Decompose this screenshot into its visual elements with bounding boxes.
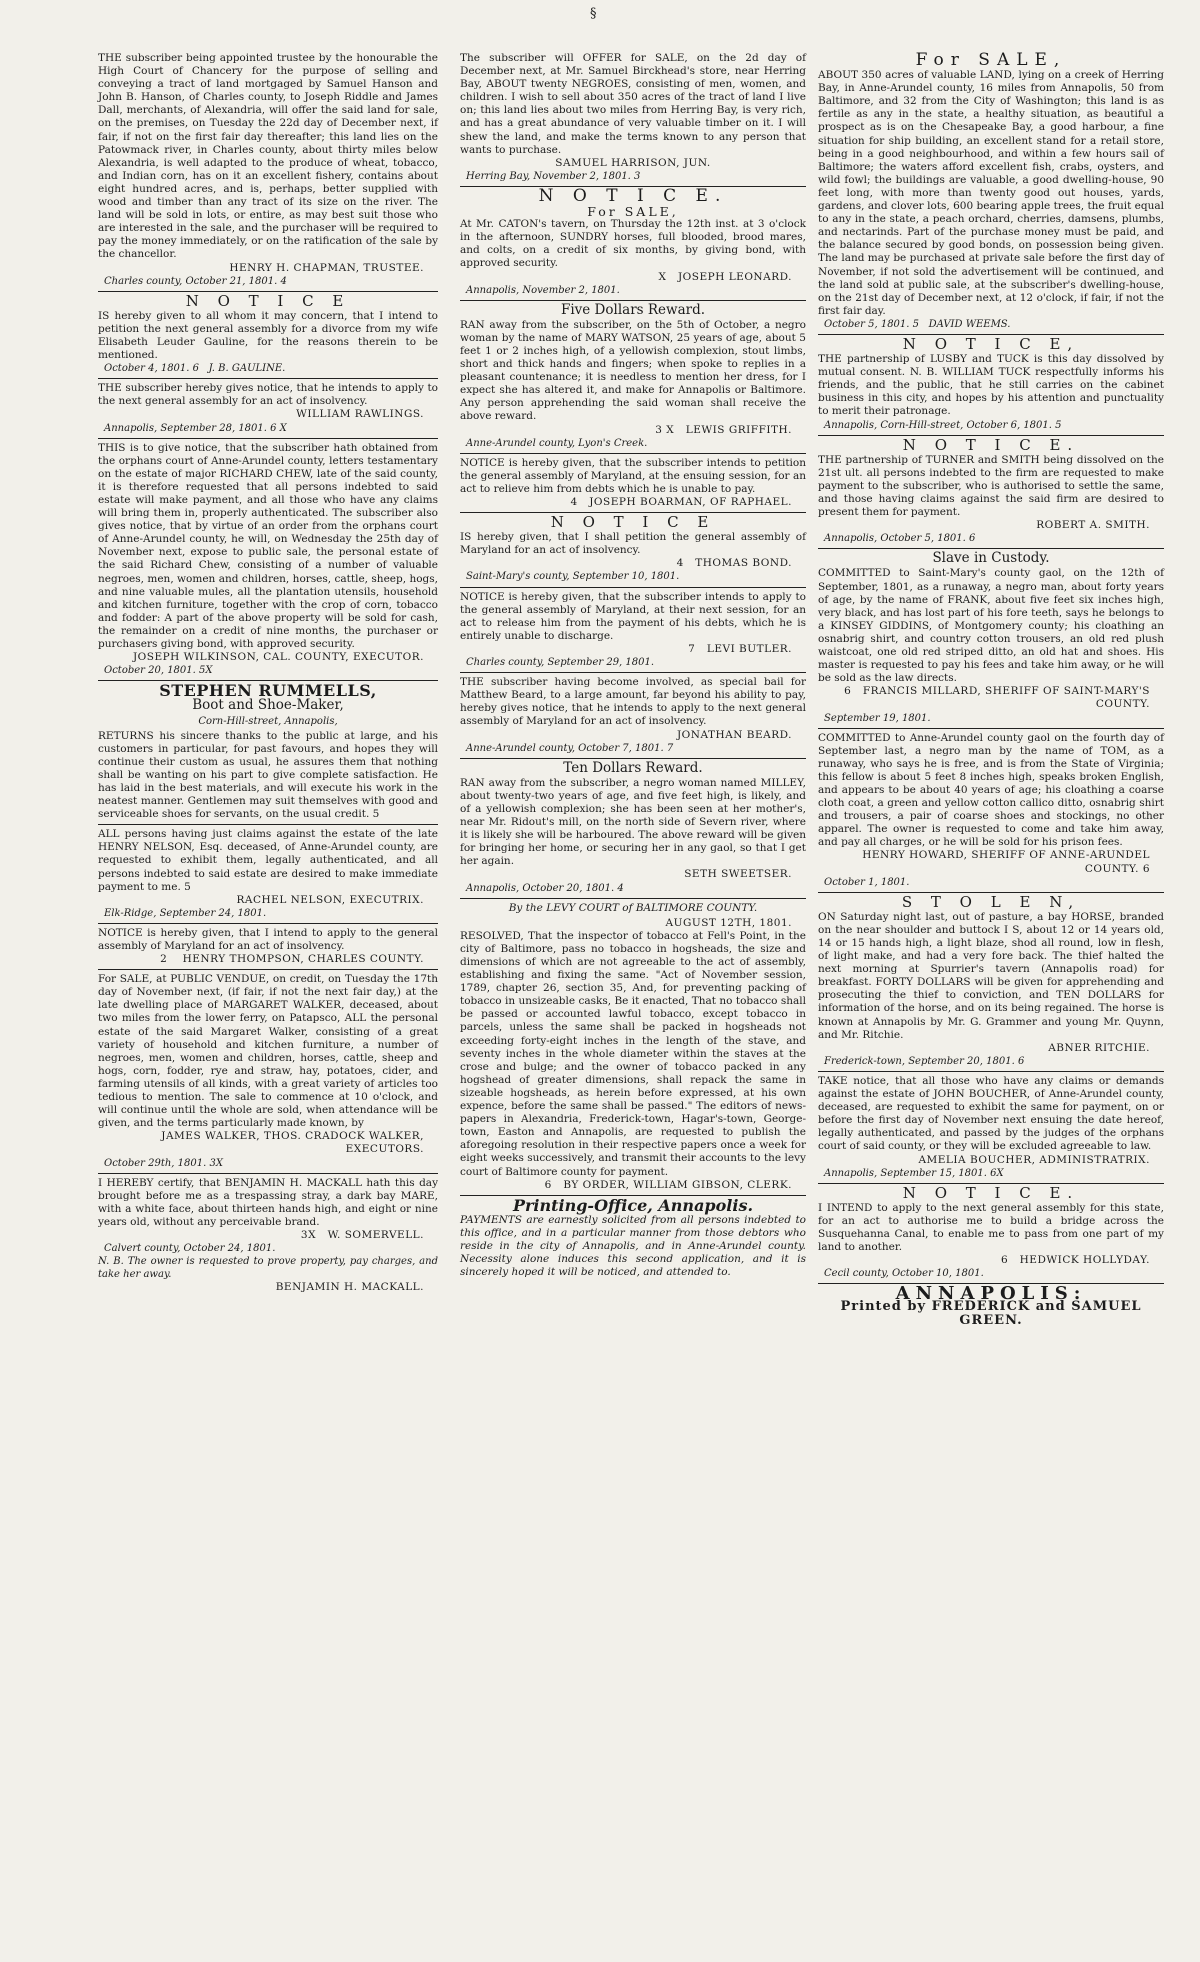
ad-boarman-insolvency bbox=[460, 457, 806, 509]
ad-slave-in-custody bbox=[818, 552, 1164, 724]
ad-signature: X JOSEPH LEONARD. bbox=[658, 270, 792, 283]
ad-signature: JOSEPH WILKINSON, CAL. COUNTY, EXECUTOR. bbox=[132, 651, 424, 664]
column-3 bbox=[818, 52, 1164, 1327]
ad-dateline: September 19, 1801. bbox=[824, 712, 931, 724]
handwritten-mark: 3 X bbox=[655, 423, 675, 436]
handwritten-mark: X bbox=[658, 270, 667, 283]
ad-dateline: Cecil county, October 10, 1801. bbox=[824, 1268, 984, 1280]
page-mark: § bbox=[590, 6, 597, 21]
ad-body: THE subscriber having become involved, as special bail for Matthew Beard, to a large amount, far beyond his ability to pay, hereby gives notice, that he intends to apply to the next general assembly of Maryland for an act of insolvency. bbox=[460, 676, 806, 728]
ad-heading: Five Dollars Reward. bbox=[560, 301, 706, 318]
ad-signature: J. B. GAULINE. bbox=[208, 363, 286, 375]
ad-signature: 6 HEDWICK HOLLYDAY. bbox=[1000, 1254, 1150, 1267]
handwritten-mark: 6X bbox=[990, 1167, 1004, 1179]
ad-body: TAKE notice, that all those who have any claims or demands against the estate of JOHN BOUCHER, of Anne-Arundel county, deceased, are requested to exhibit the same for payment, on or before the first day of November next ensuing the date hereof, legally authenticated, and passed by the judges of the orphans court of said county, or they will be excluded agreeable to law. bbox=[818, 1074, 1164, 1153]
ad-note: N. B. The owner is requested to prove property, pay charges, and take her away. bbox=[98, 1256, 438, 1281]
ad-levy-court-tobacco bbox=[460, 902, 806, 1192]
ad-rummells-shoemaker bbox=[98, 681, 438, 821]
handwritten-mark: 6 bbox=[544, 1178, 552, 1191]
ad-dateline: Frederick-town, September 20, 1801. 6 bbox=[824, 1055, 1025, 1067]
ad-dateline: October 5, 1801. 5 DAVID WEEMS. bbox=[824, 318, 1011, 330]
ad-signature: JONATHAN BEARD. bbox=[676, 728, 792, 741]
ad-body: NOTICE is hereby given, that the subscriber intends to apply to the general assembly of Maryland, at their next session, for an act to release him from the payment of his debts, which he is entirely unable to discharge. bbox=[460, 590, 806, 642]
ad-dateline: October 29th, 1801. 3X bbox=[104, 1157, 223, 1169]
ad-dateline: Annapolis, October 5, 1801. 6 bbox=[824, 533, 976, 545]
ad-heading: For SALE, bbox=[915, 50, 1067, 70]
ad-body: NOTICE is hereby given, that the subscriber intends to petition the general assembly of Maryland, at the ensuing session, for an act to relieve him from debts which he is unable to pay. bbox=[460, 456, 806, 495]
handwritten-mark: 4 bbox=[280, 275, 287, 287]
ad-dateline: Annapolis, November 2, 1801. bbox=[466, 284, 620, 296]
ad-subheading: For SALE, bbox=[587, 204, 679, 220]
ad-signature: 6 BY ORDER, WILLIAM GIBSON, CLERK. bbox=[544, 1178, 792, 1191]
ad-heading: N O T I C E bbox=[550, 513, 716, 532]
ad-signature: 4 THOMAS BOND. bbox=[676, 557, 792, 570]
ad-body: IS hereby given to all whom it may concern, that I intend to petition the next general assembly for a divorce from my wife Elisabeth Leuder Gauline, for the reasons therein to be mentioned. bbox=[98, 309, 438, 362]
handwritten-mark: 6 bbox=[192, 363, 200, 375]
column-1 bbox=[98, 52, 438, 1297]
ad-heading: S T O L E N, bbox=[901, 892, 1081, 911]
ad-dateline: Annapolis, September 15, 1801. 6X bbox=[824, 1167, 1004, 1179]
divider bbox=[460, 587, 806, 588]
divider bbox=[818, 1071, 1164, 1072]
ad-nelson-estate bbox=[98, 828, 438, 920]
ad-body: ON Saturday night last, out of pasture, a bay HORSE, branded on the near shoulder and buttock I S, about 12 or 14 years old, 14 or 15 hands high, a light blaze, shod all round, low in flesh, of light make, and had a very fore back. The thief halted the next morning at Spurrier's tavern (Annapolis road) for breakfast. FORTY DOLLARS will be given for apprehending and prosecuting the thief to conviction, and TEN DOLLARS for information of the horse, and on its being regained. The horse is known at Annapolis by Mr. G. Grammer and young Mr. Quynn, and Mr. Ritchie. bbox=[818, 910, 1164, 1041]
ad-body: ALL persons having just claims against the estate of the late HENRY NELSON, Esq. deceased, of Anne-Arundel county, are requested to exhibit them, legally authenticated, and all persons indebted to said estate are desired to make immediate payment to me. 5 bbox=[98, 828, 438, 893]
divider bbox=[98, 438, 438, 439]
handwritten-mark: 6 bbox=[969, 533, 976, 545]
ad-body: THE subscriber being appointed trustee by the honourable the High Court of Chancery for the purpose of selling and conveying a tract of land mortgaged by Samuel Hanson and John B. Hanson, of Charles county, to Joseph Riddle and James Dall, merchants, of Alexandria, will offer the said land for sale, on the premises, on Tuesday the 22d day of December next, if fair, if not on the first fair day thereafter; this land lies on the Patowmack river, in Charles county, about thirty miles below Alexandria, is well adapted to the produce of wheat, tobacco, and Indian corn, has on it an excellent fishery, contains about eight hundred acres, and is, perhaps, better supplied with wood and timber than any tract of its size on the river. The land will be sold in lots, or entire, as may best suit those who are interested in the sale, and the purchaser will be required to pay the money immediately, or on the ratification of the sale by the chancellor. bbox=[98, 52, 438, 261]
handwritten-mark: 7 bbox=[666, 742, 674, 754]
ad-thompson-insolvency bbox=[98, 927, 438, 966]
ad-heading: N O T I C E bbox=[185, 291, 351, 310]
ad-heading: Ten Dollars Reward. bbox=[563, 759, 703, 776]
ad-signature: ABNER RITCHIE. bbox=[1048, 1041, 1150, 1054]
ad-stolen-horse bbox=[818, 892, 1164, 1068]
ad-dateline: October 1, 1801. bbox=[824, 876, 910, 888]
handwritten-mark: 5 bbox=[372, 808, 380, 821]
ad-body: THE partnership of TURNER and SMITH being dissolved on the 21st ult. all persons indebted to the firm are requested to make payment to the subscriber, who is authorised to settle the same, and those having claims against the said firm are desired to present them for payment. bbox=[818, 453, 1164, 519]
handwritten-mark: 5 bbox=[912, 318, 920, 330]
divider bbox=[460, 758, 806, 759]
ad-heading: STEPHEN RUMMELLS, bbox=[159, 681, 377, 701]
ad-location: Corn-Hill-street, Annapolis, bbox=[198, 715, 338, 727]
ad-boucher-estate bbox=[818, 1075, 1164, 1180]
ad-dateline: Annapolis, October 20, 1801. 4 bbox=[466, 882, 624, 894]
ad-signature: DAVID WEEMS. bbox=[928, 318, 1011, 330]
ad-dateline: Charles county, October 21, 1801. 4 bbox=[104, 275, 287, 287]
ad-rawlings-insolvency bbox=[98, 382, 438, 434]
ad-signature: HENRY H. CHAPMAN, TRUSTEE. bbox=[229, 261, 424, 274]
divider bbox=[98, 1173, 438, 1174]
ad-body: For SALE, at PUBLIC VENDUE, on credit, on Tuesday the 17th day of November next, (if fair, if not the next fair day,) at the late dwelling place of MARGARET WALKER, deceased, about two miles from the lower ferry, on Patapsco, ALL the personal estate of the said Margaret Walker, consisting of a great variety of household and kitchen furniture, a number of negroes, men, women and children, horses, cattle, sheep and hogs, corn, fodder, rye and straw, hay, potatoes, cider, and farming utensils of all kinds, with a great variety of articles too tedious to mention. The sale to commence at 10 o'clock, and will continue until the whole are sold, when attendance will be given, and the terms particularly made known, by bbox=[98, 973, 438, 1130]
ad-heading: N O T I C E. bbox=[538, 185, 728, 206]
ad-turner-smith bbox=[818, 435, 1164, 546]
ad-heading: By the LEVY COURT of BALTIMORE COUNTY. bbox=[508, 901, 758, 914]
ad-butler-insolvency bbox=[460, 591, 806, 670]
ad-heading: N O T I C E, bbox=[902, 334, 1080, 353]
ad-signature: WILLIAM RAWLINGS. bbox=[296, 408, 424, 421]
ad-heading: N O T I C E. bbox=[902, 435, 1080, 454]
handwritten-mark: 4 bbox=[570, 496, 578, 508]
handwritten-mark: 4 bbox=[676, 557, 684, 570]
handwritten-mark: 5 bbox=[1055, 419, 1062, 431]
divider bbox=[98, 969, 438, 970]
ad-body: At Mr. CATON's tavern, on Thursday the 12th inst. at 3 o'clock in the afternoon, SUNDRY horses, full blooded, brood mares, and colts, on a credit of six months, by giving bond, with approved security. bbox=[460, 218, 806, 270]
ad-dateline: Calvert county, October 24, 1801. bbox=[104, 1243, 276, 1255]
colophon-city: ANNAPOLIS: bbox=[895, 1283, 1087, 1305]
divider bbox=[98, 923, 438, 924]
handwritten-mark: 2 bbox=[160, 953, 168, 966]
ad-body: NOTICE is hereby given, that I intend to apply to the general assembly of Maryland for an act of insolvency. bbox=[98, 926, 438, 952]
colophon bbox=[818, 1283, 1164, 1328]
handwritten-mark: 7 bbox=[688, 642, 696, 655]
ad-signature: 2 HENRY THOMPSON, CHARLES COUNTY. bbox=[160, 953, 424, 966]
ad-body: I HEREBY certify, that BENJAMIN H. MACKALL hath this day brought before me as a trespassing stray, a dark bay MARE, with a white face, about thirteen hands high, and eight or nine years old, without any perceivable brand. bbox=[98, 1176, 438, 1228]
handwritten-mark: 5 bbox=[184, 880, 191, 893]
ad-dateline: Saint-Mary's county, September 10, 1801. bbox=[466, 571, 680, 583]
ad-dateline: Annapolis, Corn-Hill-street, October 6, 1801. 5 bbox=[824, 419, 1062, 431]
ad-signature: 3 X LEWIS GRIFFITH. bbox=[655, 423, 792, 436]
ad-beard-insolvency bbox=[460, 676, 806, 755]
handwritten-mark: 5X bbox=[199, 665, 213, 677]
divider bbox=[98, 378, 438, 379]
ad-printing-office bbox=[460, 1195, 806, 1280]
ad-body: I INTEND to apply to the next general assembly for this state, for an act to authorise me to build a bridge across the Susquehanna Canal, to enable me to pass from one part of my land to another. bbox=[818, 1201, 1164, 1254]
ad-hollyday-bridge bbox=[818, 1183, 1164, 1281]
ad-body: IS hereby given, that I shall petition the general assembly of Maryland for an act of insolvency. bbox=[460, 531, 806, 557]
ad-weems-land-sale bbox=[818, 50, 1164, 331]
column-2 bbox=[460, 52, 806, 1282]
ad-dateline: Anne-Arundel county, Lyon's Creek. bbox=[466, 437, 648, 449]
ad-body: THE partnership of LUSBY and TUCK is this day dissolved by mutual consent. N. B. WILLIAM TUCK respectfully informs his friends, and the public, that he still carries on the cabinet business in this city, and hopes by his attention and punctuality to merit their patronage. bbox=[818, 353, 1164, 418]
divider bbox=[460, 898, 806, 899]
ad-dateline: Elk-Ridge, September 24, 1801. bbox=[104, 907, 267, 919]
ad-signature: 3X W. SOMERVELL. bbox=[300, 1228, 424, 1241]
handwritten-mark: 6 X bbox=[270, 422, 287, 434]
ad-griffith-reward bbox=[460, 301, 806, 450]
ad-heading: N O T I C E. bbox=[902, 1183, 1080, 1202]
divider bbox=[460, 300, 806, 301]
divider bbox=[98, 824, 438, 825]
ad-dateline: AUGUST 12TH, 1801. bbox=[665, 916, 792, 929]
handwritten-mark: 6 bbox=[1017, 1055, 1025, 1067]
ad-body: THE subscriber hereby gives notice, that he intends to apply to the next general assembly for an act of insolvency. bbox=[98, 382, 438, 408]
ad-wilkinson-chew-estate bbox=[98, 442, 438, 678]
ad-dateline: October 20, 1801. 5X bbox=[104, 665, 213, 677]
handwritten-mark: 6 bbox=[1000, 1254, 1009, 1267]
ad-committed-tom bbox=[818, 732, 1164, 889]
ad-signature: 6 FRANCIS MILLARD, SHERIFF OF SAINT-MARY'S COUNTY. bbox=[844, 685, 1150, 711]
divider bbox=[460, 453, 806, 454]
ad-body: COMMITTED to Saint-Mary's county gaol, on the 12th of September, 1801, as a runaway, a negro man, about forty years of age, by the name of FRANK, about five feet six inches high, very black, and has lost part of his fore teeth, says he belongs to a KINSEY GIDDINS, of Montgomery county; his cloathing an osnabrig shirt, and country cotton trousers, an old red plush waistcoat, one old red striped ditto, an old hat and shoes. His master is requested to pay his fees and take him away, or he will be sold as the law directs. bbox=[818, 567, 1164, 685]
ad-mackall-stray-mare bbox=[98, 1177, 438, 1295]
ad-signature: SAMUEL HARRISON, JUN. bbox=[555, 156, 711, 169]
ad-body: ABOUT 350 acres of valuable LAND, lying on a creek of Herring Bay, in Anne-Arundel county, 16 miles from Annapolis, 50 from Baltimore, and 32 from the City of Washington; this land is as fertile as any in the state, a healthy situation, as beautiful a prospect as is on the Chesapeake Bay, a good harbour, a fine situation for ship building, an excellent stand for a retail store, being in a good neighbourhood, and within a few hours sail of Baltimore; the waters afford excellent fish, crabs, oysters, and wild fowl; the buildings are valuable, a good dwelling-house, 90 feet long, with more than twenty good out houses, yards, gardens, and clover lots, 600 bearing apple trees, the fruit equal to any in the state, a peach orchard, cherries, damsens, plumbs, and nectarinds. Part of the purchase money must be paid, and the balance secured by good bonds, on possession being given. The land may be purchased at private sale before the first day of November, if not sold the advertisement will be continued, and the land sold at public sale, at the subscriber's dwelling-house, on the 21st day of December next, at 12 o'clock, if fair, if not the first fair day. bbox=[818, 69, 1164, 317]
divider bbox=[460, 672, 806, 673]
ad-body: The subscriber will OFFER for SALE, on the 2d day of December next, at Mr. Samuel Birckhead's store, near Herring Bay, ABOUT twenty NEGROES, consisting of men, women, and children. I wish to sell about 350 acres of the tract of land I live on; this land lies about two miles from Herring Bay, is very rich, and has a great abundance of very valuable timber on it. I will shew the land, and make the terms known to any person that wants to purchase. bbox=[460, 52, 806, 156]
ad-leonard-horses bbox=[460, 185, 806, 297]
ad-signature: 7 LEVI BUTLER. bbox=[688, 642, 792, 655]
ad-lusby-tuck bbox=[818, 334, 1164, 432]
ad-signature: ROBERT A. SMITH. bbox=[1036, 519, 1150, 532]
ad-signature: BENJAMIN H. MACKALL. bbox=[275, 1281, 424, 1294]
divider bbox=[818, 728, 1164, 729]
handwritten-mark: 6 bbox=[1142, 862, 1150, 875]
ad-signature: SETH SWEETSER. bbox=[684, 868, 792, 881]
divider bbox=[818, 548, 1164, 549]
ad-signature: JAMES WALKER, THOS. CRADOCK WALKER, EXECUTORS. bbox=[161, 1130, 424, 1156]
ad-body: PAYMENTS are earnestly solicited from all persons indebted to this office, and in a particular manner from those debtors who reside in the city of Annapolis, and in Anne-Arundel county. Necessity alone induces this second application, and it is sincerely hoped it will be noticed, and attended to. bbox=[460, 1213, 806, 1279]
handwritten-mark: 4 bbox=[617, 882, 624, 894]
ad-sweetser-reward bbox=[460, 759, 806, 895]
handwritten-mark: 6 bbox=[844, 685, 852, 698]
ad-body: RESOLVED, That the inspector of tobacco at Fell's Point, in the city of Baltimore, pass no tobacco in hogsheads, the size and dimensions of which are not agreeable to the act of assembly, establishing and fixing the same. "Act of November session, 1789, chapter 26, section 35, And, for preventing packing of tobacco in unsizeable casks, Be it enacted, That no tobacco shall be passed or accounted lawful tobacco, except tobacco in parcels, unless the same shall be packed in hogsheads not exceeding forty-eight inches in the length of the stave, and seventy inches in the whole diameter within the staves at the crose and bulge; and the owner of tobacco packed in any hogshead of greater dimensions, shall repack the same in sizeable hogsheads, as herein before expressed, at his own expence, before the same shall be passed." The editors of news-papers in Alexandria, Frederick-town, Hagar's-town, George-town, Easton and Annapolis, are requested to publish the aforegoing resolution in their respective papers once a week for eight weeks successively, and transmit their accounts to the levy court of Baltimore county for payment. bbox=[460, 929, 806, 1178]
ad-dateline: Herring Bay, November 2, 1801. 3 bbox=[466, 170, 641, 182]
ad-body: RETURNS his sincere thanks to the public at large, and his customers in particular, for past favours, and hopes they will continue their custom as usual, he assures them that nothing shall be wanting on his part to give complete satisfaction. He has laid in the best materials, and will execute his work in the neatest manner. Gentlemen may suit themselves with good and serviceable shoes for servants, on the usual credit. 5 bbox=[98, 729, 438, 821]
ad-body: COMMITTED to Anne-Arundel county gaol on the fourth day of September last, a negro man by the name of TOM, as a runaway, who says he is free, and is from the State of Virginia; this fellow is about 5 feet 8 inches high, speaks broken English, and appears to be about 40 years of age; his cloathing a coarse cloth coat, a green and yellow cotton callico ditto, osnabrig shirt and trousers, a pair of coarse shoes and stockings, no other apparel. The owner is requested to come and take him away, and pay all charges, or he will be sold for his prison fees. bbox=[818, 731, 1164, 849]
ad-gauline-divorce bbox=[98, 291, 438, 376]
colophon-printer: Printed by FREDERICK and SAMUEL GREEN. bbox=[840, 1299, 1142, 1328]
ad-subheading: Boot and Shoe-Maker, bbox=[192, 697, 344, 714]
handwritten-mark: 3X bbox=[209, 1157, 223, 1169]
handwritten-mark: 3 bbox=[634, 170, 641, 182]
ad-body: RAN away from the subscriber, on the 5th of October, a negro woman by the name of MARY WATSON, 25 years of age, about 5 feet 1 or 2 inches high, of a yellowish complexion, stout limbs, short and thick hands and fingers; when spoke to replies in a pleasant countenance; it is needless to mention her dress, for I expect she has altered it, and make for Annapolis or Baltimore. Any person apprehending the said woman shall receive the above reward. bbox=[460, 318, 806, 423]
handwritten-mark: 3X bbox=[300, 1228, 317, 1241]
ad-signature: 4 JOSEPH BOARMAN, OF RAPHAEL. bbox=[570, 496, 792, 508]
ad-dateline: Annapolis, September 28, 1801. 6 X bbox=[104, 422, 287, 434]
ad-dateline: Charles county, September 29, 1801. bbox=[466, 657, 655, 669]
ad-bond-insolvency bbox=[460, 513, 806, 583]
ad-body: RAN away from the subscriber, a negro woman named MILLEY, about twenty-two years of age, and five feet high, is likely, and of a yellowish complexion; she has been seen at her mother's, near Mr. Ridout's mill, on the north side of Severn river, where it is likely she will be harboured. The above reward will be given for bringing her home, or securing her in any gaol, so that I get her again. bbox=[460, 776, 806, 868]
ad-dateline: October 4, 1801. 6 J. B. GAULINE. bbox=[104, 363, 286, 375]
ad-signature: RACHEL NELSON, EXECUTRIX. bbox=[236, 893, 424, 906]
ad-heading: Printing-Office, Annapolis. bbox=[512, 1195, 754, 1215]
ad-signature: AMELIA BOUCHER, ADMINISTRATRIX. bbox=[918, 1153, 1150, 1166]
ad-walker-public-vendue bbox=[98, 973, 438, 1169]
ad-heading: Slave in Custody. bbox=[932, 550, 1050, 567]
ad-dateline: Anne-Arundel county, October 7, 1801. 7 bbox=[466, 742, 674, 754]
ad-chapman-trustee-sale bbox=[98, 52, 438, 288]
ad-signature: HENRY HOWARD, SHERIFF OF ANNE-ARUNDEL COUNTY. 6 bbox=[862, 849, 1150, 875]
ad-harrison-negroes-land bbox=[460, 52, 806, 183]
ad-body: THIS is to give notice, that the subscriber hath obtained from the orphans court of Anne-Arundel county, letters testamentary on the estate of major RICHARD CHEW, late of the said county, it is therefore requested that all persons indebted to said estate will make payment, and all those who have any claims will bring them in, properly authenticated. The subscriber also gives notice, that by virtue of an order from the orphans court of Anne-Arundel county, he will, on Wednesday the 25th day of November next, expose to public sale, the personal estate of the said Richard Chew, consisting of a number of valuable negroes, men, women and children, horses, cattle, sheep, hogs, and nine valuable mules, all the plantation utensils, household and kitchen furniture, together with the crop of corn, tobacco and fodder: A part of the above property will be sold for cash, the remainder on a credit of nine months, the purchaser or purchasers giving bond, with approved security. bbox=[98, 441, 438, 651]
